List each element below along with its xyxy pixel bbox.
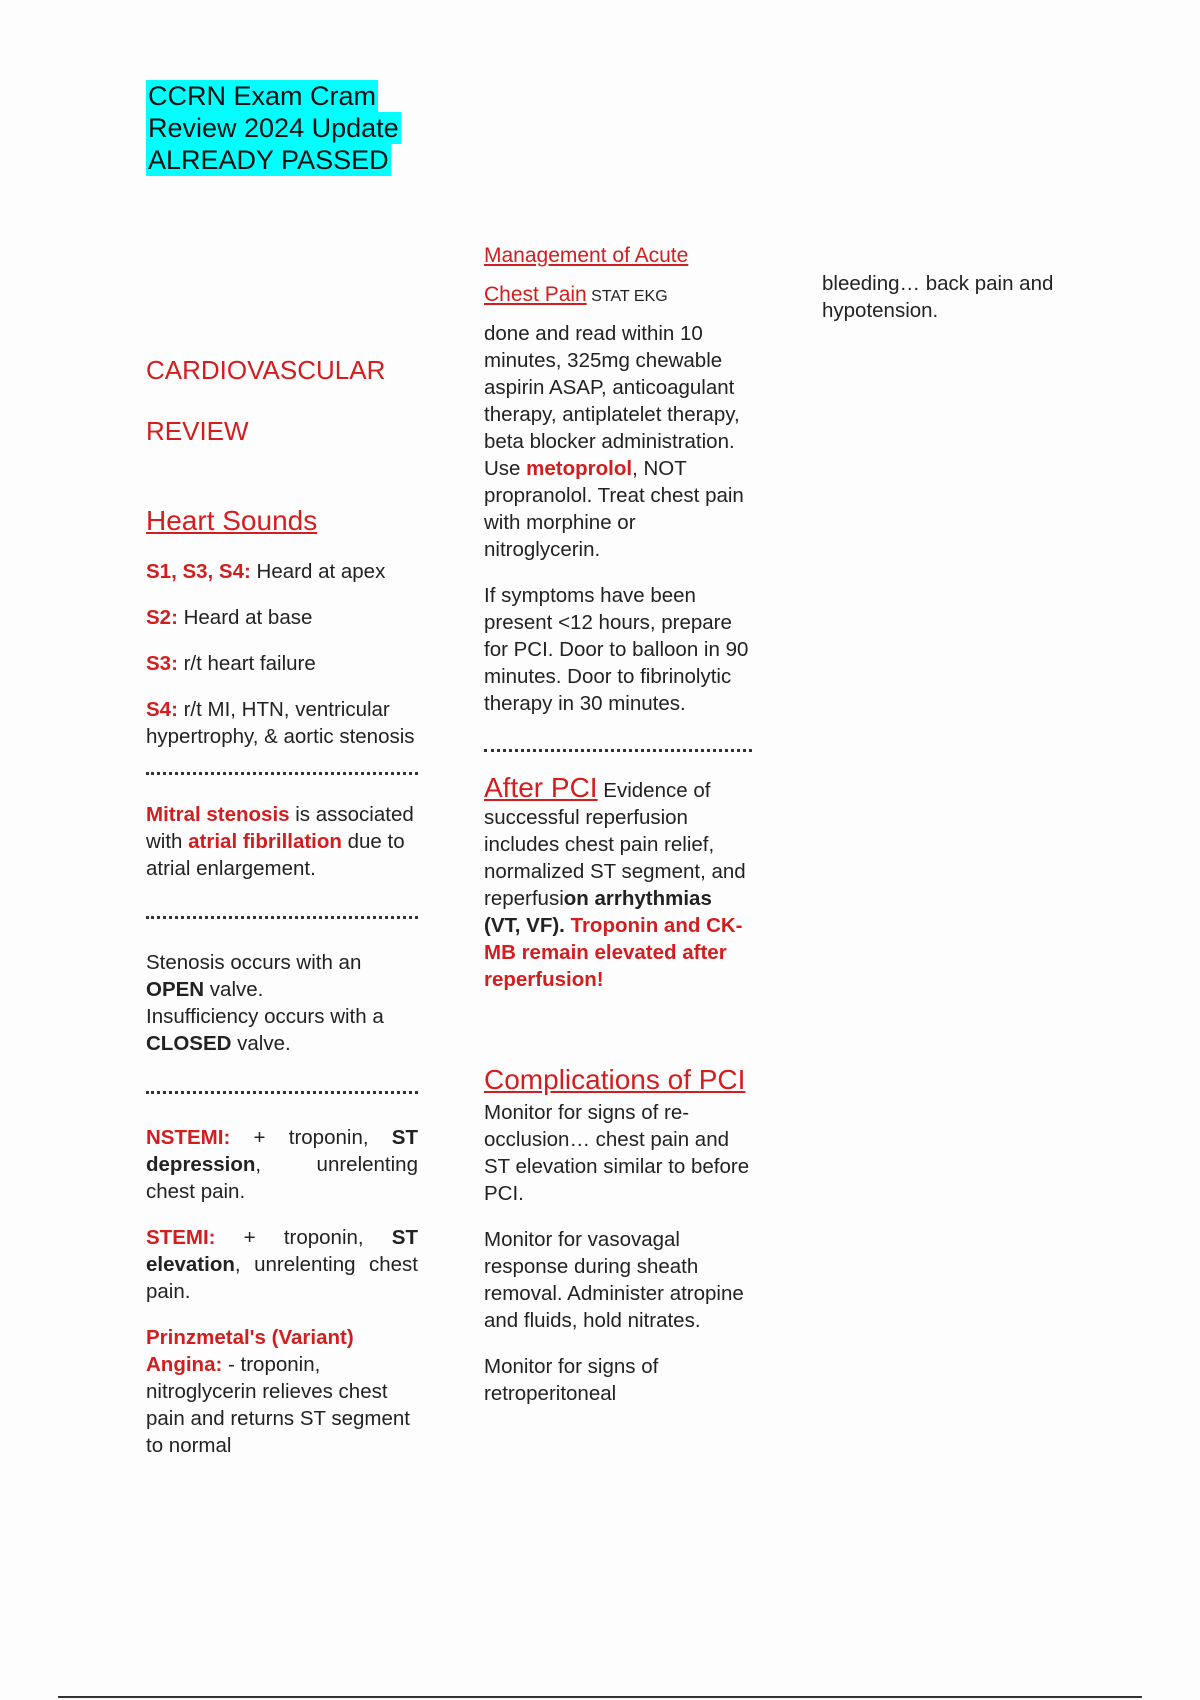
document-title xyxy=(146,80,401,176)
dotted-divider xyxy=(146,1091,418,1094)
heart-sound-s4: S4: r/t MI, HTN, ventricular hypertrophy, & aortic stenosis xyxy=(146,698,415,748)
column-right xyxy=(822,270,1062,324)
complications-paragraph-1: Monitor for signs of re-occlusion… chest pain and ST elevation similar to before PCI. xyxy=(484,1101,750,1205)
complications-paragraph-2: Monitor for vasovagal response during sheath removal. Administer atropine and fluids, hold nitrates. xyxy=(484,1228,744,1332)
title-line-2: Review 2024 Update xyxy=(148,113,399,143)
mitral-stenosis-note: Mitral stenosis is associated with atrial fibrillation due to atrial enlargement. xyxy=(146,803,414,880)
dotted-divider xyxy=(146,772,418,775)
after-pci-paragraph: After PCI Evidence of successful reperfusion includes chest pain relief, normalized ST segment, and reperfusion arrhythmias (VT, VF). Troponin and CK-MB remain elevated after reperfusion! xyxy=(484,772,746,991)
heart-sound-s1: S1, S3, S4: Heard at apex xyxy=(146,560,386,583)
stenosis-note: Stenosis occurs with an OPEN valve. Insufficiency occurs with a CLOSED valve. xyxy=(146,951,384,1055)
heart-sounds-heading: Heart Sounds xyxy=(146,505,318,536)
prinzmetal-note: Prinzmetal's (Variant) Angina: - troponin, nitroglycerin relieves chest pain and returns ST segment to normal xyxy=(146,1326,410,1457)
heart-sound-s3: S3: r/t heart failure xyxy=(146,652,316,675)
management-heading-line-2: Chest Pain STAT EKG xyxy=(484,283,668,306)
management-paragraph-2: If symptoms have been present <12 hours, prepare for PCI. Door to balloon in 90 minutes. Door to fibrinolytic therapy in 30 minutes. xyxy=(484,584,749,715)
title-line-3: ALREADY PASSED xyxy=(148,145,389,175)
heart-sound-s2: S2: Heard at base xyxy=(146,606,313,629)
column-middle xyxy=(484,236,752,1407)
nstemi-note: NSTEMI: + troponin, ST depression, unrelenting chest pain. xyxy=(146,1126,418,1203)
management-heading: Management of Acute xyxy=(484,244,689,267)
section-title-line-2: REVIEW xyxy=(146,416,249,446)
dotted-divider xyxy=(484,749,752,752)
section-title-line-1: CARDIOVASCULAR xyxy=(146,355,386,385)
stemi-note: STEMI: + troponin, ST elevation, unrelenting chest pain. xyxy=(146,1226,418,1303)
after-pci-heading: After PCI xyxy=(484,772,598,803)
page-bottom-rule xyxy=(58,1696,1142,1698)
complications-paragraph-3: Monitor for signs of retroperitoneal xyxy=(484,1355,659,1405)
column-left xyxy=(146,355,418,1459)
complications-heading: Complications of PCI xyxy=(484,1064,746,1095)
dotted-divider xyxy=(146,916,418,919)
management-paragraph-1: done and read within 10 minutes, 325mg chewable aspirin ASAP, anticoagulant therapy, antiplatelet therapy, beta blocker administration. Use metoprolol, NOT propranolol. Treat chest pain with morphine or nitroglycerin. xyxy=(484,322,744,561)
retroperitoneal-continuation: bleeding… back pain and hypotension. xyxy=(822,272,1054,322)
title-line-1: CCRN Exam Cram xyxy=(148,81,377,111)
